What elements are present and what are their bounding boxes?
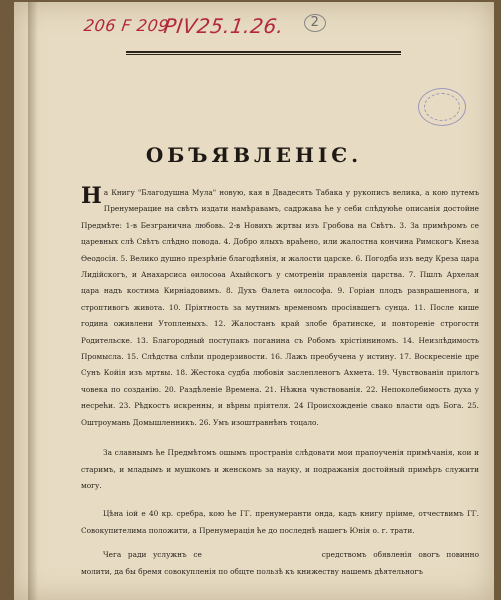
- library-stamp-icon: [418, 88, 466, 126]
- paragraph-4: [81, 547, 479, 580]
- paragraph-4-start: Чега ради услужнъ се: [103, 550, 202, 560]
- document-sheet: [14, 2, 494, 600]
- paragraph-3-text: Цѣна іой е 40 кр. сребра, кою ће ГГ. пренумеранти онда, кадъ книгу пріиме, отчествимъ ГГ. Совокупителима положити, а Пренумерація ће до последнѣ нашегъ Юнія о. г. трати.: [81, 509, 479, 535]
- paragraph-2-text: За славнымъ ће Предмѣтомъ ошымъ пространія слѣдовати мои прапоученія примѣчанія, кои и старимъ, и младымъ и мушкомъ и женскомъ за науку, и подражанія достойный примѣръ служити могу.: [81, 448, 479, 490]
- archive-fund-code: PIV25.1.26.: [162, 14, 286, 38]
- archive-reference-code: 206 F 209: [82, 16, 171, 35]
- document-title: ОБЪЯВЛЕНІЄ.: [145, 143, 363, 167]
- paragraph-contents: [81, 185, 479, 431]
- page-fold-shadow: [28, 2, 38, 600]
- paragraph-1-text: а Книгу "Благодушна Мула" новую, кая в Двадесять Табака у рукописъ велика, а кою путемъ Пренумерацие на свѣтъ издати намѣравамъ, садржава ће у себи слѣдуюће описанія достойне Предмѣте: 1-в Безгранична любовь. 2-в Новихъ жртвы изъ Гробова на Свѣтъ. 3. За примѣромъ се царевных слѣ Свѣтъ слѣдно повода. 4. Добро ялыхъ враћено, или жалостна кончина Римскогъ Кнеза Ѳеодосія. 5. Велико душно презрѣніе благодѣянія, и жалости царске. 6. Погодба изъ веду Креза цара Лидійскогъ, и Анахарсиса ѳилосоѳа Ахыйскогъ у смотреніи правленія царства. 7. Пшлъ Архелая цара надъ костима Кирніадовимъ. 8. Духъ Ѳалета ѳилософа. 9. Горіан плодъ разврашеннога, и строптивогъ живота. 10. Пріятность за мутнимъ временомъ просіявшегъ сунца. 11. После кише година оживлени Утопленыхъ. 12. Жалостанъ край злобе братинске, и повтореніе строгостн Родительске. 13. Благородный поступакъ поганина съ Робомъ хрістіяниномъ. 14. Неизлѣдимость Промысла. 15. Слѣдства слѣпи продерзивости. 16. Лажъ преобучена у истину. 17. Воскресеніе цре Сунъ Койія изъ мртвы. 18. Жестока судба любовія заслепленогъ Ахмета. 19. Чувствованія прилогъ човека по созданію. 20. Раздѣленіе Времена. 21. Нѣжна чувствованія. 22. Непоколебимость духа у несрећи. 23. Рѣдкостъ искренны, и вѣрны пріятеля. 24 Происхожденіе свако власти одъ Бога. 25. Оштроумань Домышленникъ. 26. Умъ изоштравнѣнъ тоцало.: [81, 188, 479, 427]
- drop-cap: Н: [81, 183, 102, 209]
- paragraph-4-rest: средствомъ обявленія овогъ повинно молити, да бы бремя совокупленія по общте пользѣ къ книжеству нашемъ дѣятельногъ: [81, 550, 479, 576]
- folio-number: 2: [304, 14, 326, 32]
- document-body: [81, 185, 479, 580]
- decorative-rule: [126, 51, 401, 53]
